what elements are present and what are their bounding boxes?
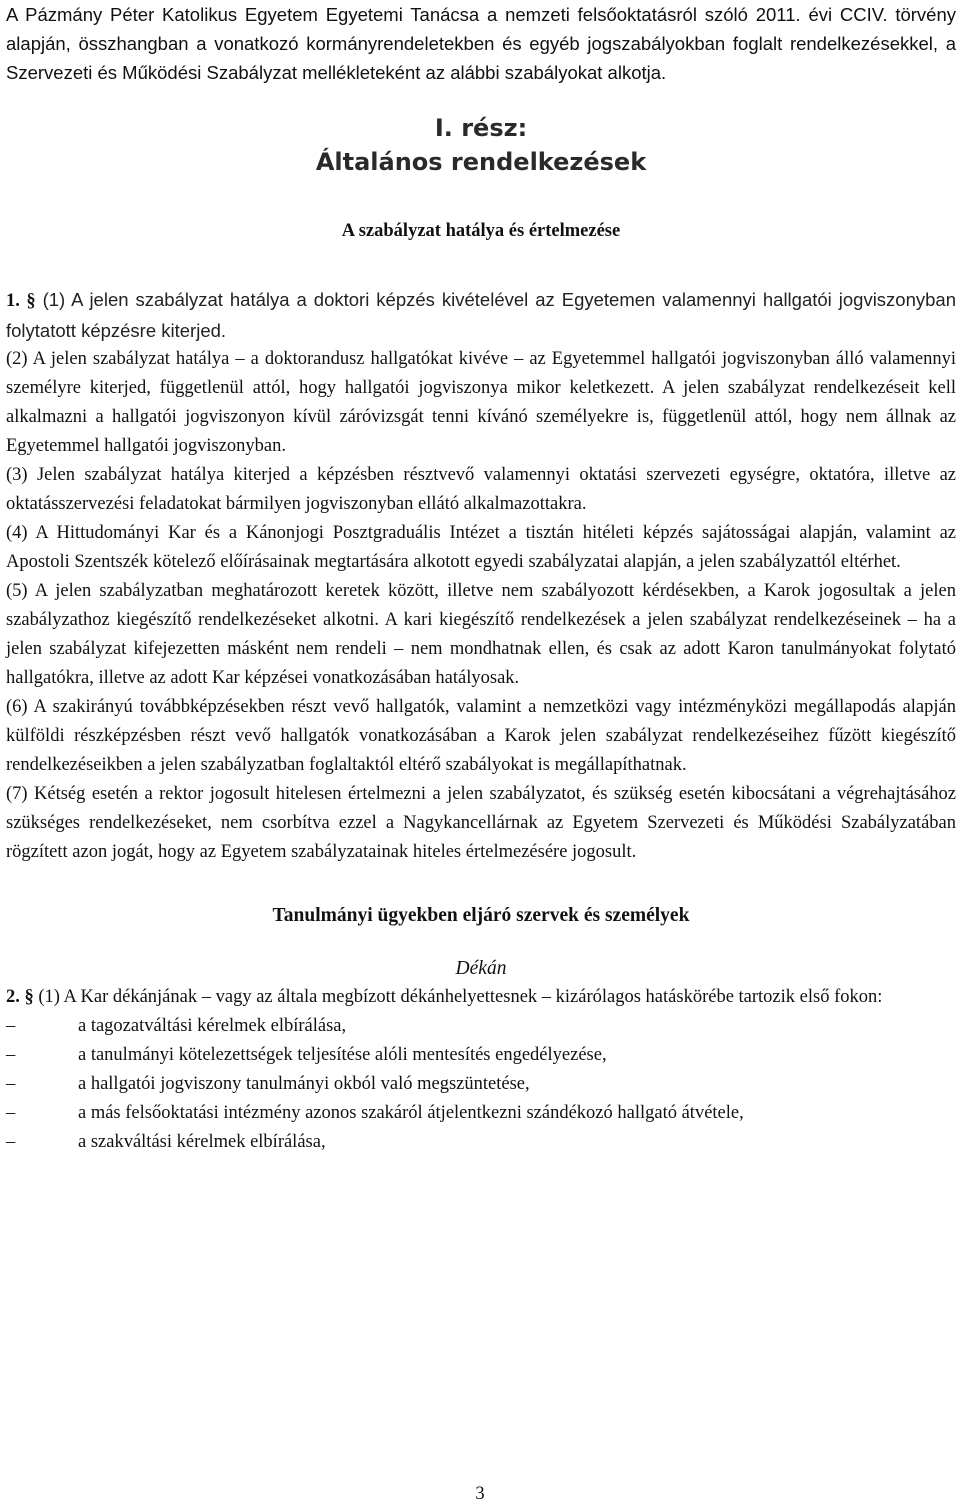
list-item-text: a tagozatváltási kérelmek elbírálása, bbox=[78, 1016, 347, 1036]
dean-competence-list bbox=[6, 1012, 956, 1157]
dash-bullet: ‒ bbox=[6, 1132, 16, 1152]
article-1-paragraph-7: (7) Kétség esetén a rektor jogosult hitelesen értelmezni a jelen szabályzatot, és szükség esetén kibocsátani a végrehajtásához szükséges rendelkezéseket, nem csorbítva ezzel a Nagykancellárnak az Egyetem Szervezeti és Működési Szabályzatában rögzített azon jogát, hogy az Egyetem szabályzatainak hiteles értelmezésére jogosult. bbox=[6, 784, 956, 862]
part-title-name: Általános rendelkezések bbox=[315, 148, 647, 176]
list-item-text: a szakváltási kérelmek elbírálása, bbox=[78, 1132, 326, 1152]
article-1-paragraph-5: (5) A jelen szabályzatban meghatározott keretek között, illetve nem szabályozott kérdésekben, a Karok jogosultak a jelen szabályzathoz kiegészítő rendelkezéseket alkotni. A kari kiegészítő rendelkezések a jelen szabályzat rendelkezéseinek ‒ ha a jelen szabályzat kifejezetten másként nem rendeli ‒ nem mondhatnak ellen, és csak az adott Karon tanulmányokat folytató hallgatókra, illetve az adott Kar képzései vonatkozásában hatályosak. bbox=[6, 581, 956, 688]
list-item bbox=[6, 1012, 956, 1041]
article-1-paragraph-1 bbox=[6, 285, 956, 345]
list-item-text: a más felsőoktatási intézmény azonos szakáról átjelentkezni szándékozó hallgató átvétele, bbox=[78, 1103, 744, 1123]
list-item bbox=[6, 1070, 956, 1099]
article-1-paragraph-6: (6) A szakirányú továbbképzésekben részt vevő hallgatók, valamint a nemzetközi vagy intézményközi megállapodás alapján külföldi részképzésben részt vevő hallgatók vonatkozásában a Karok jelen szabályzat rendelkezéseihez fűzött kiegészítő rendelkezéseikben a jelen szabályzatban foglaltaktól eltérő szabályokat is megállapíthatnak. bbox=[6, 697, 956, 775]
subheading-dean: Dékán bbox=[455, 958, 507, 979]
intro-paragraph: A Pázmány Péter Katolikus Egyetem Egyetemi Tanácsa a nemzeti felsőoktatásról szóló 2011. évi CCIV. törvény alapján, összhangban a vonatkozó kormányrendeletekben és egyéb jogszabályokban foglalt rendelkezésekkel, a Szervezeti és Működési Szabályzat mellékleteként az alábbi szabályokat alkotja. bbox=[6, 4, 956, 83]
section-heading-scope: A szabályzat hatálya és értelmezése bbox=[341, 221, 621, 241]
article-1-paragraph-3: (3) Jelen szabályzat hatálya kiterjed a képzésben résztvevő valamennyi oktatási szervezeti egységre, oktatóra, illetve az oktatásszervezési feladatokat bármilyen jogviszonyban ellátó alkalmazottakra. bbox=[6, 465, 956, 514]
list-item-text: a hallgatói jogviszony tanulmányi okból való megszüntetése, bbox=[78, 1074, 530, 1094]
list-item bbox=[6, 1099, 956, 1128]
article-2-paragraph-1 bbox=[6, 983, 956, 1012]
page-number: 3 bbox=[475, 1484, 485, 1504]
dash-bullet: ‒ bbox=[6, 1103, 16, 1123]
list-item-text: a tanulmányi kötelezettségek teljesítése alóli mentesítés engedélyezése, bbox=[78, 1045, 607, 1065]
list-item bbox=[6, 1041, 956, 1070]
dash-bullet: ‒ bbox=[6, 1074, 16, 1094]
article-1-paragraph-1-text: (1) A jelen szabályzat hatálya a doktori képzés kivételével az Egyetemen valamennyi hallgatói jogviszonyban folytatott képzésre kiterjed. bbox=[6, 289, 957, 341]
part-title bbox=[6, 111, 956, 179]
section-heading-bodies: Tanulmányi ügyekben eljáró szervek és személyek bbox=[272, 905, 690, 926]
document-page bbox=[6, 0, 956, 1157]
dash-bullet: ‒ bbox=[6, 1045, 16, 1065]
list-item bbox=[6, 1128, 956, 1157]
article-2-paragraph-1-text: (1) A Kar dékánjának ‒ vagy az általa megbízott dékánhelyettesnek ‒ kizárólagos hatáskörébe tartozik első fokon: bbox=[38, 987, 883, 1007]
dash-bullet: ‒ bbox=[6, 1016, 16, 1036]
article-1-paragraph-4: (4) A Hittudományi Kar és a Kánonjogi Posztgraduális Intézet a tisztán hitéleti képzés sajátosságai alapján, valamint az Apostoli Szentszék kötelező előírásainak megtartására alkotott egyedi szabályzatai alapján, a jelen szabályzattól eltérhet. bbox=[6, 523, 956, 572]
article-1 bbox=[6, 285, 956, 867]
part-title-number: I. rész: bbox=[434, 114, 528, 142]
article-2-number: 2. § bbox=[6, 987, 34, 1007]
article-1-paragraph-2: (2) A jelen szabályzat hatálya ‒ a doktorandusz hallgatókat kivéve ‒ az Egyetemmel hallgatói jogviszonyban álló valamennyi személyre kiterjed, függetlenül attól, hogy hallgatói jogviszonya mikor keletkezett. A jelen szabályzat rendelkezéseit kell alkalmazni a hallgatói jogviszonyon kívül záróvizsgát tenni kívánó személyekre is, függetlenül attól, hogy nem állnak az Egyetemmel hallgatói jogviszonyban. bbox=[6, 349, 956, 456]
article-1-number: 1. § bbox=[6, 291, 36, 311]
